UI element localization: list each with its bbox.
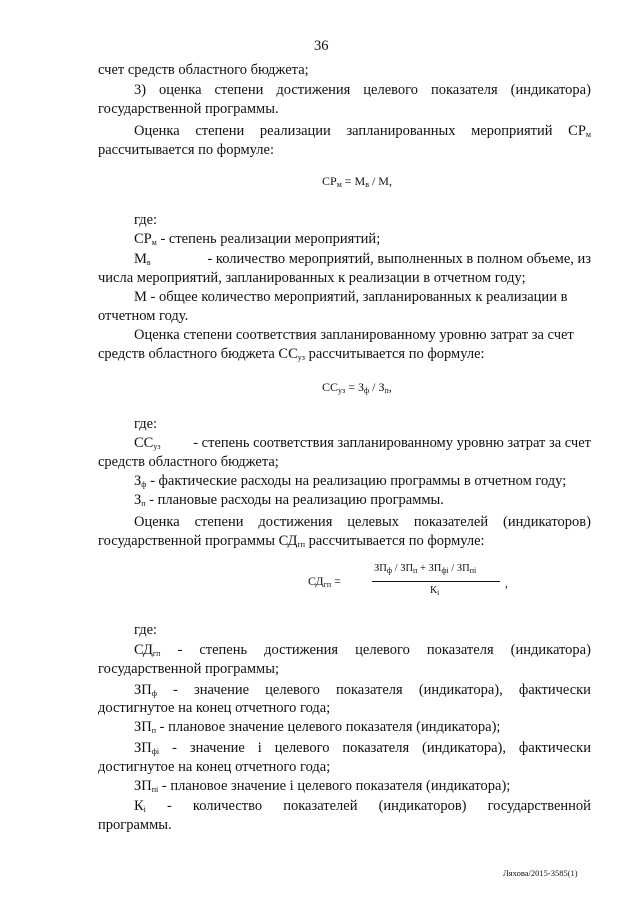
where-label: где: [134, 622, 158, 638]
text-line: Оценка степени соответствия запланированному уровню затрат за счет [134, 327, 574, 343]
formula-3-end: , [505, 576, 508, 590]
text-line: числа мероприятий, запланированных к реализации в отчетном году; [98, 270, 526, 286]
page-number: 36 [314, 38, 329, 54]
text-line: средств областного бюджета $СС_{уз}$ рассчитывается по формуле: [98, 346, 485, 362]
text-line: $М_в$ - количество мероприятий, выполненных в полном объеме, из [134, 251, 591, 267]
text-line: Оценка степени реализации запланированных мероприятий $СР_м$ [134, 123, 591, 139]
text-line: $З_ф$ - фактические расходы на реализацию программы в отчетном году; [134, 473, 567, 489]
text-line: достигнутое на конец отчетного года; [98, 759, 331, 775]
document-footer-code: Ляхова/2015-3585(1) [503, 868, 578, 878]
text-line: $К_i$ - количество показателей (индикаторов) государственной [134, 798, 591, 814]
formula-2: $СС_{уз} = З_ф / З_п$, [322, 380, 392, 395]
formula-3-lhs: $СД_{гп}$ = [308, 574, 341, 589]
text-line: $ЗП_{пi}$ - плановое значение i целевого показателя (индикатора); [134, 778, 511, 794]
formula-1: $СР_м = М_в / М$, [322, 174, 392, 189]
text-line: средств областного бюджета; [98, 454, 279, 470]
formula-3-denominator: $К_i$ [430, 585, 440, 597]
formula-3-numerator: $ЗП_ф / ЗП_п + ЗП_{фi} / ЗП_{пi}$ [374, 563, 477, 575]
text-line: государственной программы; [98, 661, 279, 677]
text-line: государственной программы $СД_{гп}$ рассчитывается по формуле: [98, 533, 485, 549]
where-label: где: [134, 212, 158, 228]
text-line: рассчитывается по формуле: [98, 142, 274, 158]
text-line: программы. [98, 817, 172, 833]
text-line: $СР_м$ - степень реализации мероприятий; [134, 231, 381, 247]
text-line: Оценка степени достижения целевых показателей (индикаторов) [134, 514, 591, 530]
text-line: отчетном году. [98, 308, 189, 324]
text-line: достигнутое на конец отчетного года; [98, 700, 331, 716]
where-label: где: [134, 416, 158, 432]
text-line: $СС_{уз}$ - степень соответствия запланированному уровню затрат за счет [134, 435, 591, 451]
text-line: $ЗП_{фi}$ - значение i целевого показателя (индикатора), фактически [134, 740, 591, 756]
text-line: счет средств областного бюджета; [98, 62, 309, 78]
text-line: $СД_{гп}$ - степень достижения целевого показателя (индикатора) [134, 642, 591, 658]
formula-3-fraction-bar [372, 581, 500, 582]
text-line: 3) оценка степени достижения целевого показателя (индикатора) [134, 82, 591, 98]
text-line: $З_п$ - плановые расходы на реализацию программы. [134, 492, 444, 508]
text-line: $ЗП_п$ - плановое значение целевого показателя (индикатора); [134, 719, 501, 735]
text-line: $ЗП_ф$ - значение целевого показателя (индикатора), фактически [134, 682, 591, 698]
text-line: М - общее количество мероприятий, запланированных к реализации в [134, 289, 568, 305]
text-line: государственной программы. [98, 101, 279, 117]
